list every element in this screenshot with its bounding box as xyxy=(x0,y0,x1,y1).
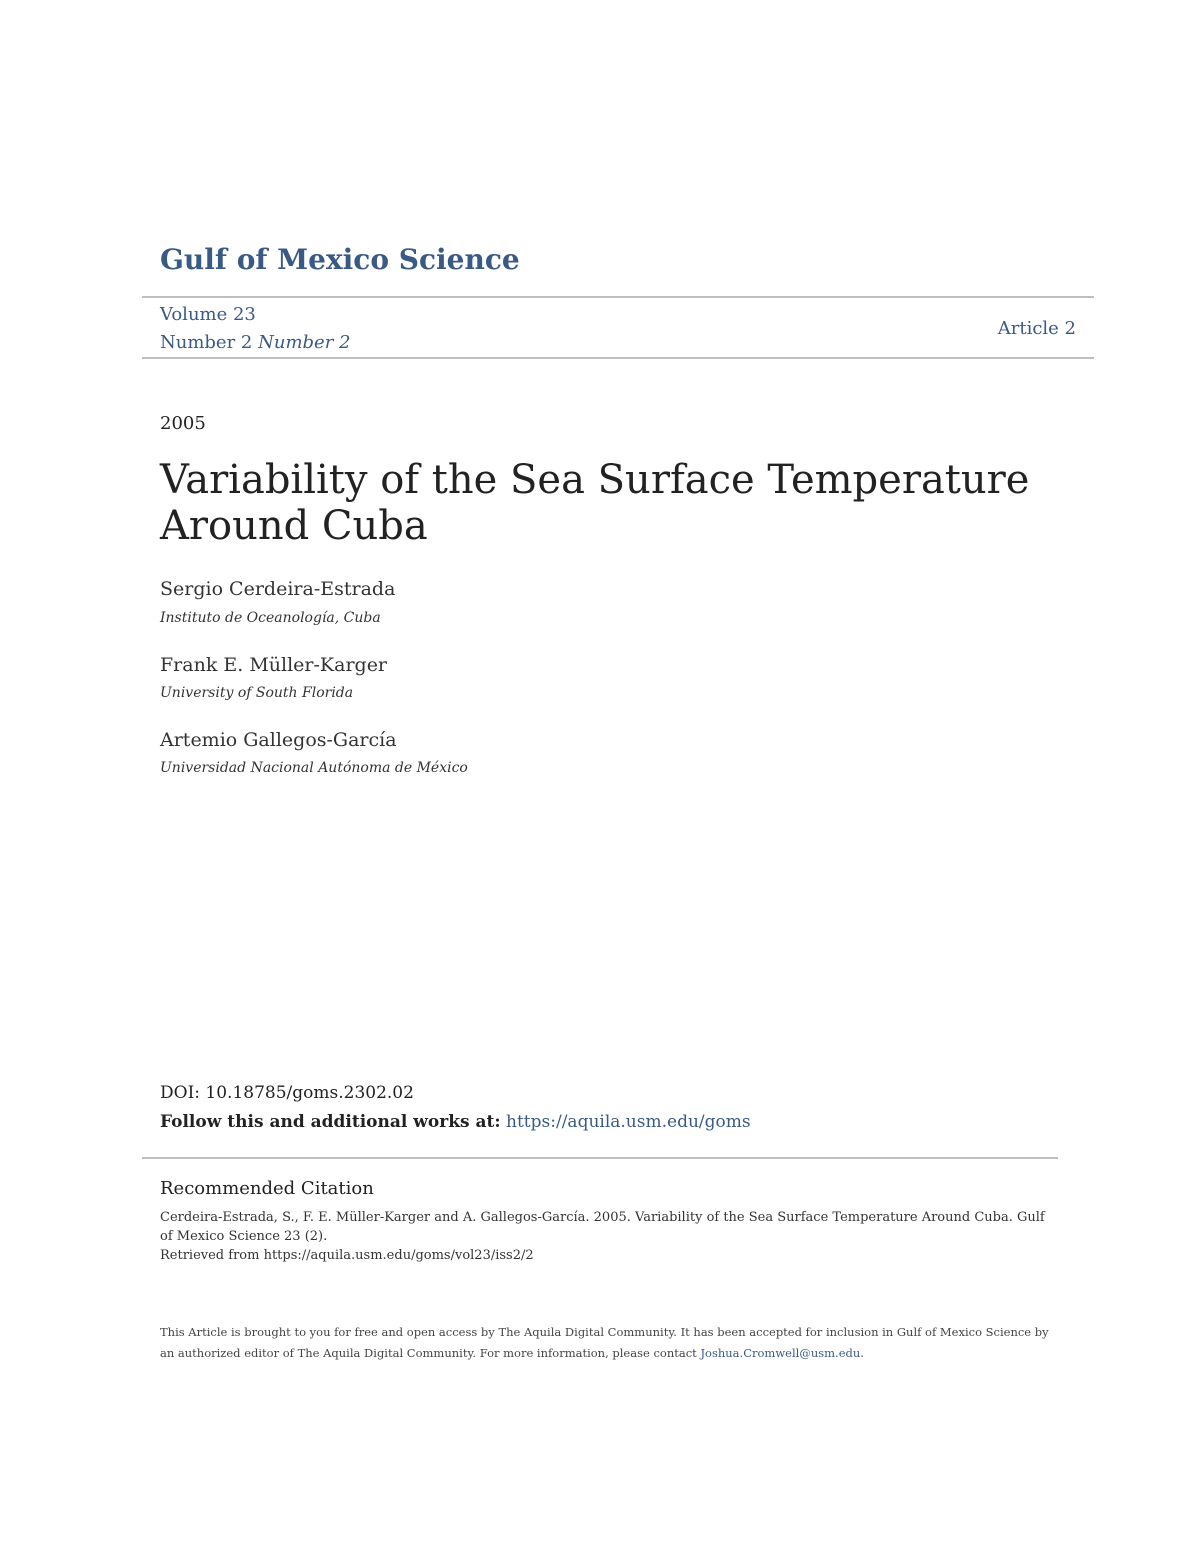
recommended-citation-heading: Recommended Citation xyxy=(160,1178,374,1199)
volume-link[interactable]: Volume 23 xyxy=(160,304,256,325)
number-label: Number 2 xyxy=(160,332,253,353)
notice-end: . xyxy=(860,1346,864,1360)
author-affiliation-3: Universidad Nacional Autónoma de México xyxy=(160,760,468,776)
citation-line-2: Retrieved from https://aquila.usm.edu/goms/vol23/iss2/2 xyxy=(160,1248,534,1263)
follow-line xyxy=(160,1112,751,1132)
number-italic-label: Number 2 xyxy=(258,332,351,353)
notice-text: This Article is brought to you for free and open access by The Aquila Digital Community. It has been accepted for inclusion in Gulf of Mexico Science by an authorized editor of The Aquila Digital Community. For more information, please contact xyxy=(160,1325,1049,1360)
citation-rule xyxy=(142,1157,1058,1159)
access-notice xyxy=(160,1322,1050,1364)
author-affiliation-1: Instituto de Oceanología, Cuba xyxy=(160,610,381,626)
follow-link[interactable]: https://aquila.usm.edu/goms xyxy=(506,1112,751,1132)
follow-label: Follow this and additional works at: xyxy=(160,1112,501,1132)
article-number-link[interactable]: Article 2 xyxy=(997,318,1076,339)
author-name-2: Frank E. Müller-Karger xyxy=(160,654,388,676)
citation-text xyxy=(160,1208,1050,1265)
publication-year: 2005 xyxy=(160,413,206,434)
doi: DOI: 10.18785/goms.2302.02 xyxy=(160,1083,414,1103)
author-affiliation-2: University of South Florida xyxy=(160,685,354,701)
contact-email-link[interactable]: Joshua.Cromwell@usm.edu xyxy=(700,1346,861,1360)
citation-line-1: Cerdeira-Estrada, S., F. E. Müller-Karger and A. Gallegos-García. 2005. Variability of the Sea Surface Temperature Around Cuba. Gulf of Mexico Science 23 (2). xyxy=(160,1210,1045,1244)
journal-title[interactable]: Gulf of Mexico Science xyxy=(160,243,520,276)
number-link[interactable] xyxy=(160,332,350,353)
header-rule-top xyxy=(142,296,1094,298)
author-name-1: Sergio Cerdeira-Estrada xyxy=(160,578,396,600)
article-title: Variability of the Sea Surface Temperature Around Cuba xyxy=(160,457,1030,549)
author-name-3: Artemio Gallegos-García xyxy=(160,729,397,751)
header-rule-bottom xyxy=(142,357,1094,359)
